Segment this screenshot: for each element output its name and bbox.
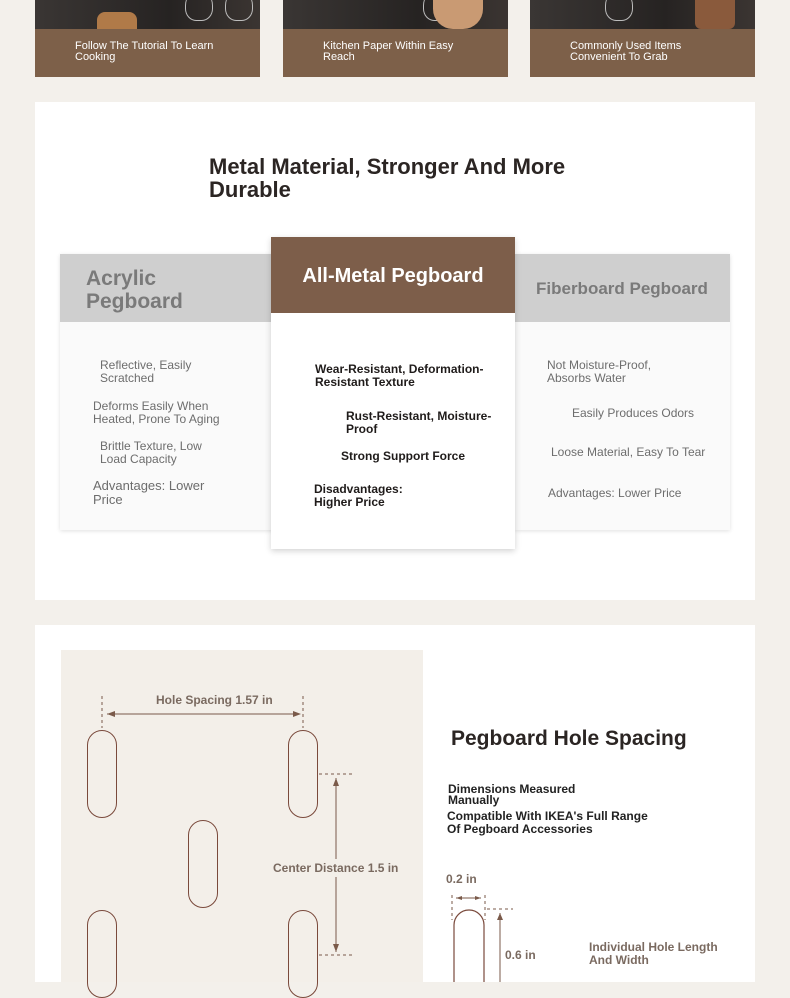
individual-hole-label: Individual Hole Length And Width (589, 940, 718, 967)
acrylic-item: Brittle Texture, Low Load Capacity (100, 439, 202, 466)
acrylic-item: Reflective, Easily Scratched (100, 358, 192, 385)
fiberboard-item: Advantages: Lower Price (548, 486, 682, 500)
acrylic-header (60, 254, 275, 322)
acrylic-item: Advantages: Lower Price (93, 478, 205, 507)
card-caption (35, 29, 260, 77)
card-caption-text: Commonly Used Items Convenient To Grab (570, 40, 682, 63)
kitchen-paper-card (283, 0, 508, 77)
utensil-image (695, 0, 735, 29)
peg-hole (288, 910, 318, 998)
card-caption-text: Follow The Tutorial To Learn Cooking (75, 40, 214, 63)
hole-width-label: 0.2 in (446, 872, 477, 886)
single-hole-dimensions (443, 885, 563, 982)
comparison-panel (35, 102, 755, 600)
metal-item: Rust-Resistant, Moisture-Proof (346, 409, 492, 436)
whisk-icon (185, 0, 213, 21)
card-caption-text: Kitchen Paper Within Easy Reach (323, 40, 454, 63)
hole-spacing-panel (35, 625, 755, 982)
fiberboard-title: Fiberboard Pegboard (536, 279, 708, 298)
peg-hole (87, 730, 117, 818)
utensil-image (97, 12, 137, 29)
card-photo (283, 0, 508, 29)
whisk-icon (605, 0, 633, 21)
fiberboard-item: Not Moisture-Proof, Absorbs Water (547, 358, 652, 385)
center-distance-label: Center Distance 1.5 in (273, 861, 399, 875)
card-caption (283, 29, 508, 77)
metal-title: All-Metal Pegboard (302, 265, 484, 287)
peg-hole (87, 910, 117, 998)
peg-hole (288, 730, 318, 818)
measured-note: Dimensions Measured Manually (448, 782, 576, 807)
fiberboard-column (515, 254, 730, 530)
metal-item: Strong Support Force (341, 449, 465, 463)
metal-item: Disadvantages: Higher Price (314, 482, 403, 509)
hole-spacing-label: Hole Spacing 1.57 in (153, 693, 276, 707)
metal-header (271, 237, 515, 313)
acrylic-title: Acrylic Pegboard (86, 267, 183, 313)
metal-item: Wear-Resistant, Deformation-Resistant Texture (315, 362, 484, 389)
metal-column (271, 237, 515, 549)
fiberboard-header (515, 254, 730, 322)
peg-hole (188, 820, 218, 908)
hole-length-label: 0.6 in (505, 948, 536, 962)
acrylic-item: Deforms Easily When Heated, Prone To Aging (93, 399, 220, 426)
card-caption (530, 29, 755, 77)
paper-roll-image (433, 0, 483, 29)
hole-spacing-title: Pegboard Hole Spacing (451, 727, 687, 750)
card-photo (35, 0, 260, 29)
acrylic-column (60, 254, 275, 530)
card-photo (530, 0, 755, 29)
comparison-title: Metal Material, Stronger And More Durable (209, 154, 566, 202)
fiberboard-item: Easily Produces Odors (572, 406, 695, 420)
fiberboard-item: Loose Material, Easy To Tear (551, 445, 706, 459)
tutorial-card (35, 0, 260, 77)
hole-diagram (61, 650, 423, 982)
compatibility-note: Compatible With IKEA's Full Range Of Pegboard Accessories (447, 809, 648, 836)
items-card (530, 0, 755, 77)
whisk-icon (225, 0, 253, 21)
